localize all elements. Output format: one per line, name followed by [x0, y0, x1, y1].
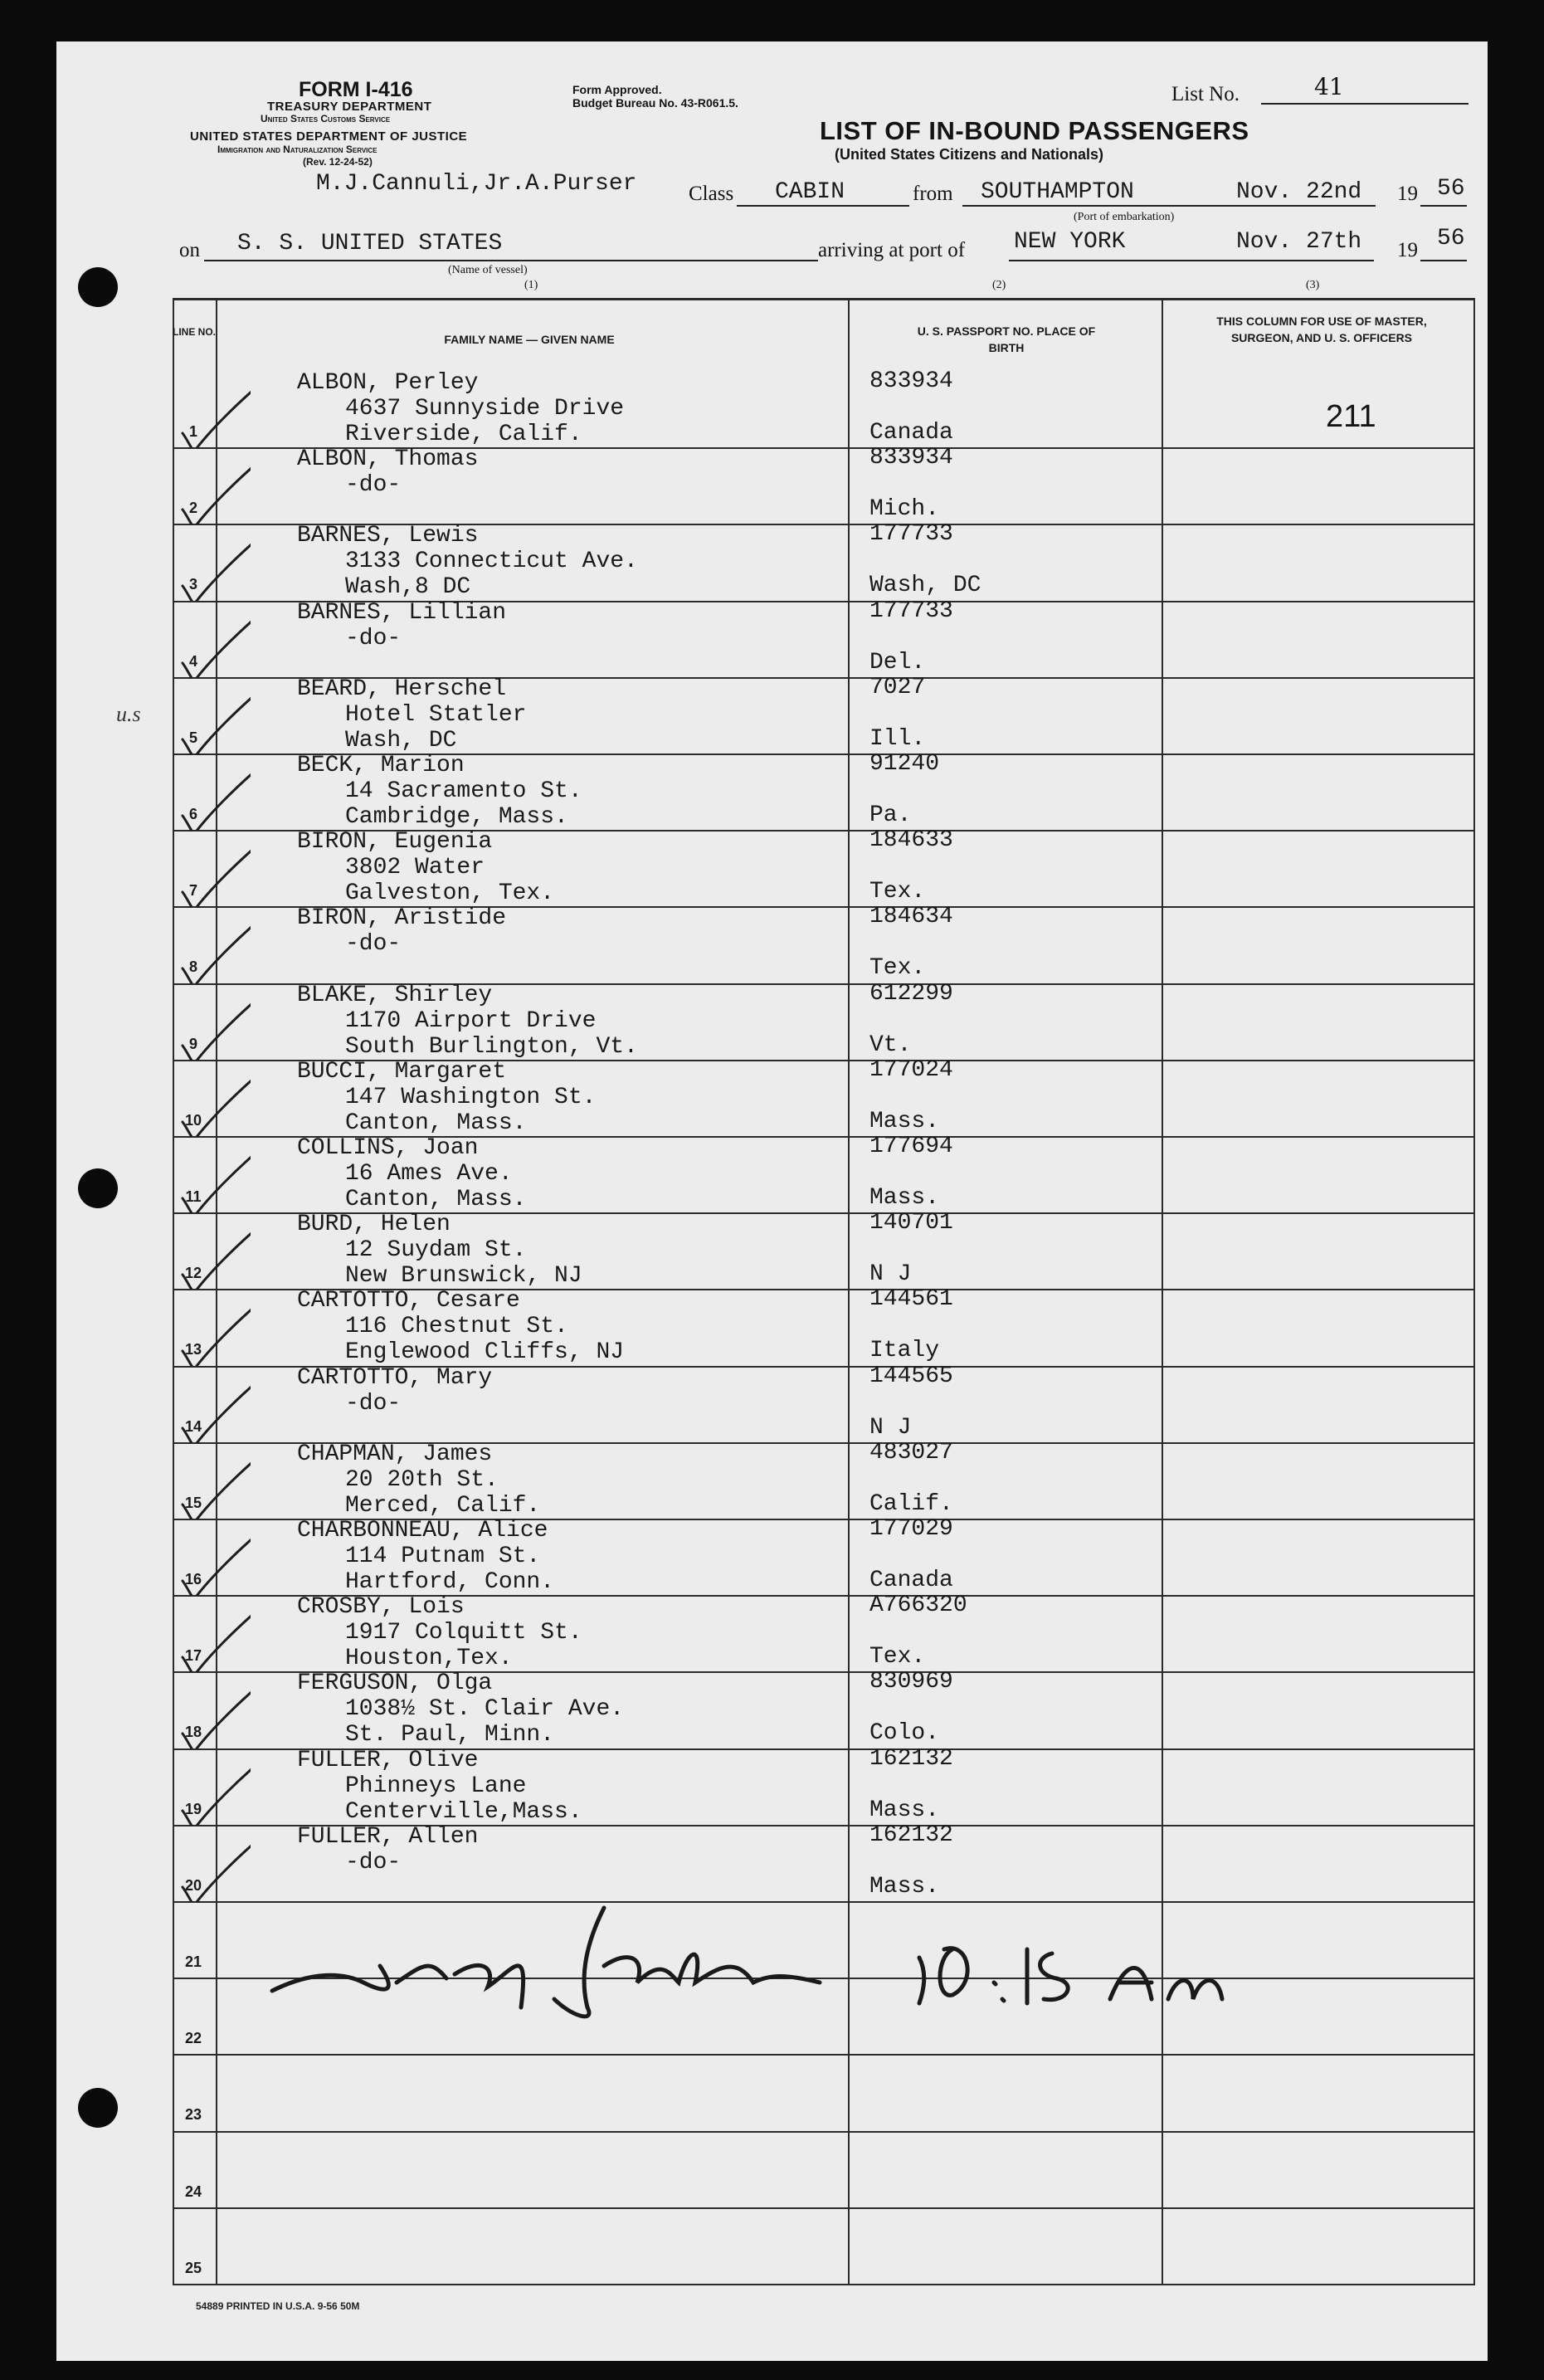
printer-footer: 54889 PRINTED IN U.S.A. 9-56 50M: [196, 2300, 360, 2312]
address-line-1: -do-: [345, 472, 402, 499]
arrival-year: 56: [1437, 226, 1465, 251]
place-of-birth: Colo.: [869, 1720, 940, 1747]
passenger-name: CROSBY, Lois: [297, 1594, 465, 1621]
passport-number: 612299: [869, 980, 953, 1007]
address-line-2: Houston,Tex.: [345, 1646, 513, 1672]
passport-number: 140701: [869, 1210, 953, 1236]
address-line-2: New Brunswick, NJ: [345, 1263, 582, 1290]
address-line-1: 1917 Colquitt St.: [345, 1620, 582, 1646]
passport-number: 833934: [869, 445, 953, 471]
passenger-name-cell: [297, 753, 582, 830]
line-number: 9: [188, 1035, 197, 1052]
line-number: 11: [185, 1188, 202, 1205]
passport-number: 177029: [869, 1516, 953, 1542]
passport-number: 144561: [869, 1286, 953, 1313]
passport-number: 91240: [869, 751, 940, 777]
passenger-name-cell: [297, 1059, 596, 1136]
col2-label: (2): [992, 279, 1006, 291]
place-of-birth: Wash, DC: [869, 573, 981, 599]
passenger-name-cell: [297, 1135, 526, 1212]
address-line-2: Centerville,Mass.: [345, 1798, 582, 1825]
line-number: 23: [184, 2106, 202, 2124]
passenger-name-cell: [297, 1212, 582, 1289]
form-approved: Form Approved.: [572, 83, 662, 96]
row-divider: [173, 2207, 1475, 2209]
check-mark-icon: [176, 1453, 251, 1519]
passenger-name-cell: [297, 1288, 624, 1365]
check-mark-icon: [176, 458, 251, 524]
line-number: 19: [184, 1800, 202, 1817]
address-line-1: -do-: [345, 1390, 402, 1417]
passenger-table: [173, 298, 1475, 2284]
passenger-name: FERGUSON, Olga: [297, 1670, 493, 1697]
check-mark-icon: [176, 534, 251, 601]
place-of-birth: Tex.: [869, 955, 926, 982]
passport-number: 177733: [869, 521, 953, 548]
year-line-2: [1420, 260, 1467, 261]
dept-ins: Immigration and Naturalization Service: [217, 144, 377, 155]
passport-number: 833934: [869, 368, 953, 394]
passenger-name: BIRON, Aristide: [297, 905, 507, 932]
vessel-line: [204, 260, 818, 261]
passenger-name: BLAKE, Shirley: [297, 982, 493, 1008]
check-mark-icon: [176, 1529, 251, 1596]
place-of-birth: Mass.: [869, 1185, 940, 1211]
check-mark-icon: [176, 1836, 251, 1902]
header-line-no: LINE NO.: [173, 326, 217, 338]
check-mark-icon: [176, 1606, 251, 1672]
passenger-name-cell: [297, 1365, 492, 1417]
address-line-2: Wash, DC: [345, 727, 457, 754]
passenger-name-cell: [297, 1518, 554, 1595]
punch-hole: [78, 1168, 118, 1208]
address-line-2: Hartford, Conn.: [345, 1569, 555, 1595]
passenger-name: BARNES, Lillian: [297, 599, 507, 626]
address-line-2: Canton, Mass.: [345, 1110, 527, 1136]
place-of-birth: Calif.: [869, 1490, 953, 1517]
passport-number: 184633: [869, 827, 953, 854]
line-number: 2: [188, 500, 197, 517]
place-of-birth: Del.: [869, 649, 926, 675]
check-mark-icon: [176, 1759, 251, 1826]
check-mark-icon: [176, 994, 251, 1061]
line-number: 10: [184, 1111, 202, 1129]
dept-customs: United States Customs Service: [261, 113, 391, 124]
address-line-1: Hotel Statler: [345, 701, 527, 728]
arrival-line: [1009, 260, 1374, 261]
check-mark-icon: [176, 612, 251, 678]
line-number: 15: [184, 1494, 202, 1511]
address-line-1: -do-: [345, 625, 402, 651]
from-label: from: [913, 183, 953, 205]
embark-year: 56: [1437, 176, 1465, 202]
check-mark-icon: [176, 1147, 251, 1213]
list-no-value: 41: [1314, 73, 1344, 100]
passport-number: 162132: [869, 1822, 953, 1848]
address-line-2: Cambridge, Mass.: [345, 804, 568, 830]
year-prefix: 19: [1397, 183, 1418, 205]
passenger-name-cell: [297, 1670, 624, 1748]
passenger-name-cell: [297, 983, 638, 1060]
line-number: 13: [184, 1341, 202, 1358]
place-of-birth: Italy: [869, 1338, 940, 1364]
place-of-birth: Mass.: [869, 1797, 940, 1823]
passport-number: 830969: [869, 1669, 953, 1695]
passenger-name: BEARD, Herschel: [297, 675, 507, 702]
dept-treasury: TREASURY DEPARTMENT: [267, 100, 432, 114]
address-line-1: 1038½ St. Clair Ave.: [345, 1696, 625, 1723]
row-divider: [173, 2131, 1475, 2133]
check-mark-icon: [176, 1223, 251, 1290]
embark-port: SOUTHAMPTON: [981, 179, 1134, 205]
place-of-birth: N J: [869, 1261, 912, 1288]
check-mark-icon: [176, 917, 251, 983]
from-line: [962, 205, 1376, 207]
list-no-line: [1261, 103, 1469, 105]
address-line-2: Merced, Calif.: [345, 1492, 541, 1519]
place-of-birth: Vt.: [869, 1031, 912, 1058]
punch-hole: [78, 267, 118, 307]
address-line-2: Riverside, Calif.: [345, 422, 582, 447]
address-line-1: 4637 Sunnyside Drive: [345, 396, 625, 422]
passport-number: 162132: [869, 1745, 953, 1772]
check-mark-icon: [176, 1300, 251, 1366]
line-number: 16: [184, 1571, 202, 1587]
header-name: FAMILY NAME — GIVEN NAME: [444, 333, 615, 346]
passenger-name-cell: [297, 523, 638, 600]
line-number: 18: [184, 1724, 202, 1741]
passenger-name-cell: [297, 1594, 582, 1671]
passenger-name-cell: [297, 829, 554, 906]
on-label: on: [179, 239, 200, 261]
line-number: 21: [184, 1953, 202, 1970]
row-divider: [173, 2284, 1475, 2285]
vessel-label: (Name of vessel): [448, 264, 528, 276]
check-mark-icon: [176, 1682, 251, 1748]
arrival-date: Nov. 27th: [1236, 229, 1362, 255]
passport-number: 177694: [869, 1134, 953, 1159]
check-mark-icon: [176, 382, 251, 448]
passenger-name-cell: [297, 905, 506, 957]
port-embark-label: (Port of embarkation): [1074, 211, 1175, 223]
list-no-label: List No.: [1171, 83, 1240, 105]
line-number: 17: [184, 1647, 202, 1665]
check-mark-icon: [176, 841, 251, 907]
form-number: FORM I-416: [299, 78, 413, 101]
address-line-1: 147 Washington St.: [345, 1084, 597, 1110]
address-line-1: 1170 Airport Drive: [345, 1007, 597, 1034]
officer-note: 211: [1326, 399, 1376, 434]
passport-number: 483027: [869, 1439, 953, 1466]
passenger-name: CHARBONNEAU, Alice: [297, 1518, 548, 1544]
passenger-name-cell: [297, 1748, 582, 1825]
form-subtitle: (United States Citizens and Nationals): [835, 146, 1104, 163]
passenger-name: BIRON, Eugenia: [297, 829, 493, 856]
passenger-name: CHAPMAN, James: [297, 1441, 493, 1467]
place-of-birth: Tex.: [869, 879, 926, 905]
passenger-name: CARTOTTO, Cesare: [297, 1288, 520, 1314]
place-of-birth: Pa.: [869, 802, 912, 828]
passenger-name: COLLINS, Joan: [297, 1135, 479, 1161]
embark-date: Nov. 22nd: [1236, 179, 1362, 205]
dept-justice: UNITED STATES DEPARTMENT OF JUSTICE: [190, 129, 468, 144]
address-line-1: -do-: [345, 931, 402, 958]
address-line-1: 3133 Connecticut Ave.: [345, 549, 638, 575]
line-number: 4: [188, 652, 197, 670]
place-of-birth: Canada: [869, 420, 953, 446]
address-line-1: 3802 Water: [345, 855, 485, 881]
purser-name: M.J.Cannuli,Jr.A.Purser: [316, 171, 637, 197]
passport-number: 177024: [869, 1056, 953, 1083]
address-line-1: Phinneys Lane: [345, 1773, 527, 1799]
arriving-label: arriving at port of: [818, 239, 966, 261]
line-number: 7: [188, 882, 197, 900]
line-number: 25: [184, 2259, 202, 2276]
address-line-2: Galveston, Tex.: [345, 880, 555, 907]
address-line-2: South Burlington, Vt.: [345, 1033, 638, 1060]
passenger-name-cell: [297, 446, 478, 498]
address-line-2: Canton, Mass.: [345, 1187, 527, 1212]
address-line-2: St. Paul, Minn.: [345, 1722, 555, 1748]
passenger-name: ALBON, Perley: [297, 370, 479, 396]
col1-label: (1): [524, 279, 538, 291]
class-line: [737, 205, 909, 207]
header-officers: THIS COLUMN FOR USE OF MASTER, SURGEON, AND U. S. OFFICERS: [1216, 315, 1427, 344]
place-of-birth: Mass.: [869, 1873, 940, 1900]
address-line-1: 14 Sacramento St.: [345, 778, 582, 804]
address-line-1: 20 20th St.: [345, 1466, 499, 1493]
passenger-name: BURD, Helen: [297, 1212, 451, 1238]
passenger-name-cell: [297, 1441, 540, 1519]
passenger-name-cell: [297, 600, 506, 651]
place-of-birth: Mass.: [869, 1108, 940, 1134]
address-line-1: 12 Suydam St.: [345, 1237, 527, 1264]
place-of-birth: Canada: [869, 1568, 953, 1593]
passenger-name: FULLER, Olive: [297, 1747, 479, 1773]
header-passport: U. S. PASSPORT NO. PLACE OF BIRTH: [917, 324, 1096, 354]
year-line: [1420, 205, 1467, 207]
revision: (Rev. 12-24-52): [303, 156, 373, 168]
line-number: 8: [188, 958, 197, 976]
address-line-1: 114 Putnam St.: [345, 1544, 541, 1569]
check-mark-icon: [176, 688, 251, 754]
check-mark-icon: [176, 1377, 251, 1443]
place-of-birth: Mich.: [869, 496, 940, 523]
line-number: 24: [184, 2182, 202, 2200]
address-line-1: -do-: [345, 1849, 402, 1875]
col3-label: (3): [1306, 279, 1320, 291]
passenger-name: BARNES, Lewis: [297, 523, 479, 549]
year-prefix-2: 19: [1397, 239, 1418, 261]
passenger-name: CARTOTTO, Mary: [297, 1364, 493, 1391]
line-number: 6: [188, 806, 197, 822]
punch-hole: [78, 2088, 118, 2128]
class-label: Class: [689, 183, 734, 205]
line-number: 1: [188, 423, 197, 440]
place-of-birth: Ill.: [869, 725, 926, 752]
passenger-name: FULLER, Allen: [297, 1823, 479, 1850]
passenger-name-cell: [297, 676, 526, 754]
line-number: 12: [184, 1265, 202, 1282]
passenger-name: BECK, Marion: [297, 753, 465, 778]
place-of-birth: N J: [869, 1414, 912, 1441]
passport-number: 144565: [869, 1363, 953, 1389]
passenger-name-cell: [297, 370, 624, 447]
place-of-birth: Tex.: [869, 1644, 926, 1670]
inspection-signature: [256, 1891, 1251, 2032]
address-line-2: Wash,8 DC: [345, 574, 471, 601]
passenger-name: ALBON, Thomas: [297, 446, 479, 473]
address-line-1: 116 Chestnut St.: [345, 1314, 568, 1340]
line-number: 3: [188, 576, 197, 593]
passport-number: 184634: [869, 904, 953, 930]
address-line-2: Englewood Cliffs, NJ: [345, 1339, 625, 1366]
vessel-name: S. S. UNITED STATES: [237, 231, 503, 256]
line-number: 20: [184, 1876, 202, 1894]
class-value: CABIN: [775, 179, 845, 205]
check-mark-icon: [176, 764, 251, 831]
line-number: 22: [184, 2030, 202, 2047]
row-divider: [173, 2054, 1475, 2056]
margin-note: u.s: [116, 702, 141, 726]
passport-number: A766320: [869, 1592, 967, 1619]
form-title: LIST OF IN-BOUND PASSENGERS: [820, 116, 1249, 145]
passport-number: 177733: [869, 597, 953, 624]
address-line-1: 16 Ames Ave.: [345, 1161, 513, 1187]
check-mark-icon: [176, 1071, 251, 1137]
arrival-port: NEW YORK: [1014, 229, 1126, 255]
passenger-name-cell: [297, 1824, 478, 1875]
line-number: 14: [184, 1417, 202, 1435]
line-number: 5: [188, 729, 197, 746]
budget-bureau: Budget Bureau No. 43-R061.5.: [572, 96, 738, 110]
passenger-name: BUCCI, Margaret: [297, 1058, 507, 1085]
passport-number: 7027: [869, 674, 926, 700]
